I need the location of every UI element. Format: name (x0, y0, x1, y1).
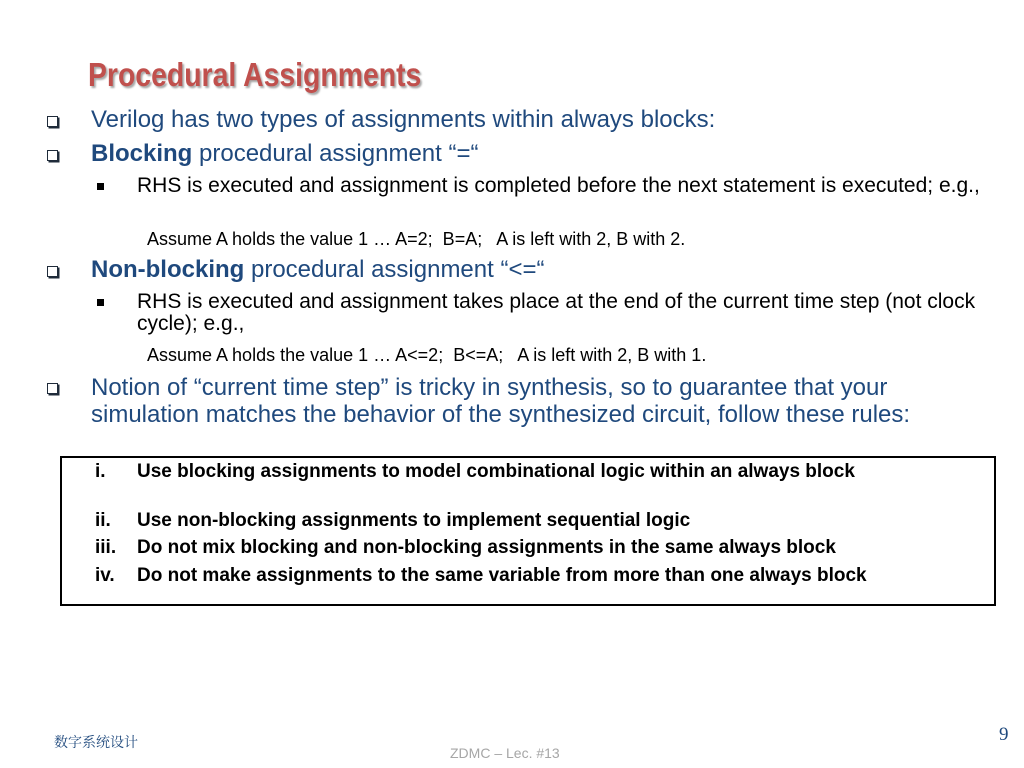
rule-text: Do not mix blocking and non-blocking assignments in the same always block (137, 537, 836, 558)
rule-number: i. (95, 461, 106, 482)
square-bullet-icon (97, 299, 104, 306)
bullet-non-blocking (91, 257, 994, 283)
checkbox-bullet-icon (47, 383, 58, 394)
checkbox-bullet-icon (47, 150, 58, 161)
blocking-example: Assume A holds the value 1 … A=2; B=A; A is left with 2, B with 2. (147, 229, 686, 249)
lecture-label: ZDMC – Lec. #13 (450, 745, 560, 761)
page-number: 9 (999, 724, 1009, 745)
non-blocking-description: procedural assignment “<=“ (244, 256, 545, 283)
blocking-sub-bullet: RHS is executed and assignment is completed before the next statement is executed; e.g., (137, 174, 980, 197)
checkbox-bullet-icon (47, 116, 58, 127)
checkbox-bullet-icon (47, 266, 58, 277)
non-blocking-keyword: Non-blocking (91, 256, 245, 283)
course-name: 数字系统设计 (54, 735, 138, 751)
blocking-keyword: Blocking (91, 140, 193, 167)
bullet-blocking (91, 141, 994, 167)
rule-number: iii. (95, 537, 117, 558)
non-blocking-example: Assume A holds the value 1 … A<=2; B<=A; A is left with 2, B with 1. (147, 345, 707, 365)
rule-text: Do not make assignments to the same variable from more than one always block (137, 565, 867, 586)
blocking-description: procedural assignment “=“ (192, 140, 479, 167)
rule-number: iv. (95, 565, 115, 586)
non-blocking-sub-bullet: RHS is executed and assignment takes place at the end of the current time step (not clock cycle); e.g., (137, 290, 976, 335)
square-bullet-icon (97, 183, 104, 190)
rule-text: Use blocking assignments to model combinational logic within an always block (137, 461, 855, 482)
bullet-two-types: Verilog has two types of assignments within always blocks: (91, 106, 716, 133)
slide-title: Procedural Assignments (88, 56, 422, 93)
rule-number: ii. (95, 510, 111, 531)
rule-text: Use non-blocking assignments to implement sequential logic (137, 510, 691, 531)
bullet-time-step: Notion of “current time step” is tricky in synthesis, so to guarantee that your simulation matches the behavior of the synthesized circuit, follow these rules: (91, 374, 911, 428)
